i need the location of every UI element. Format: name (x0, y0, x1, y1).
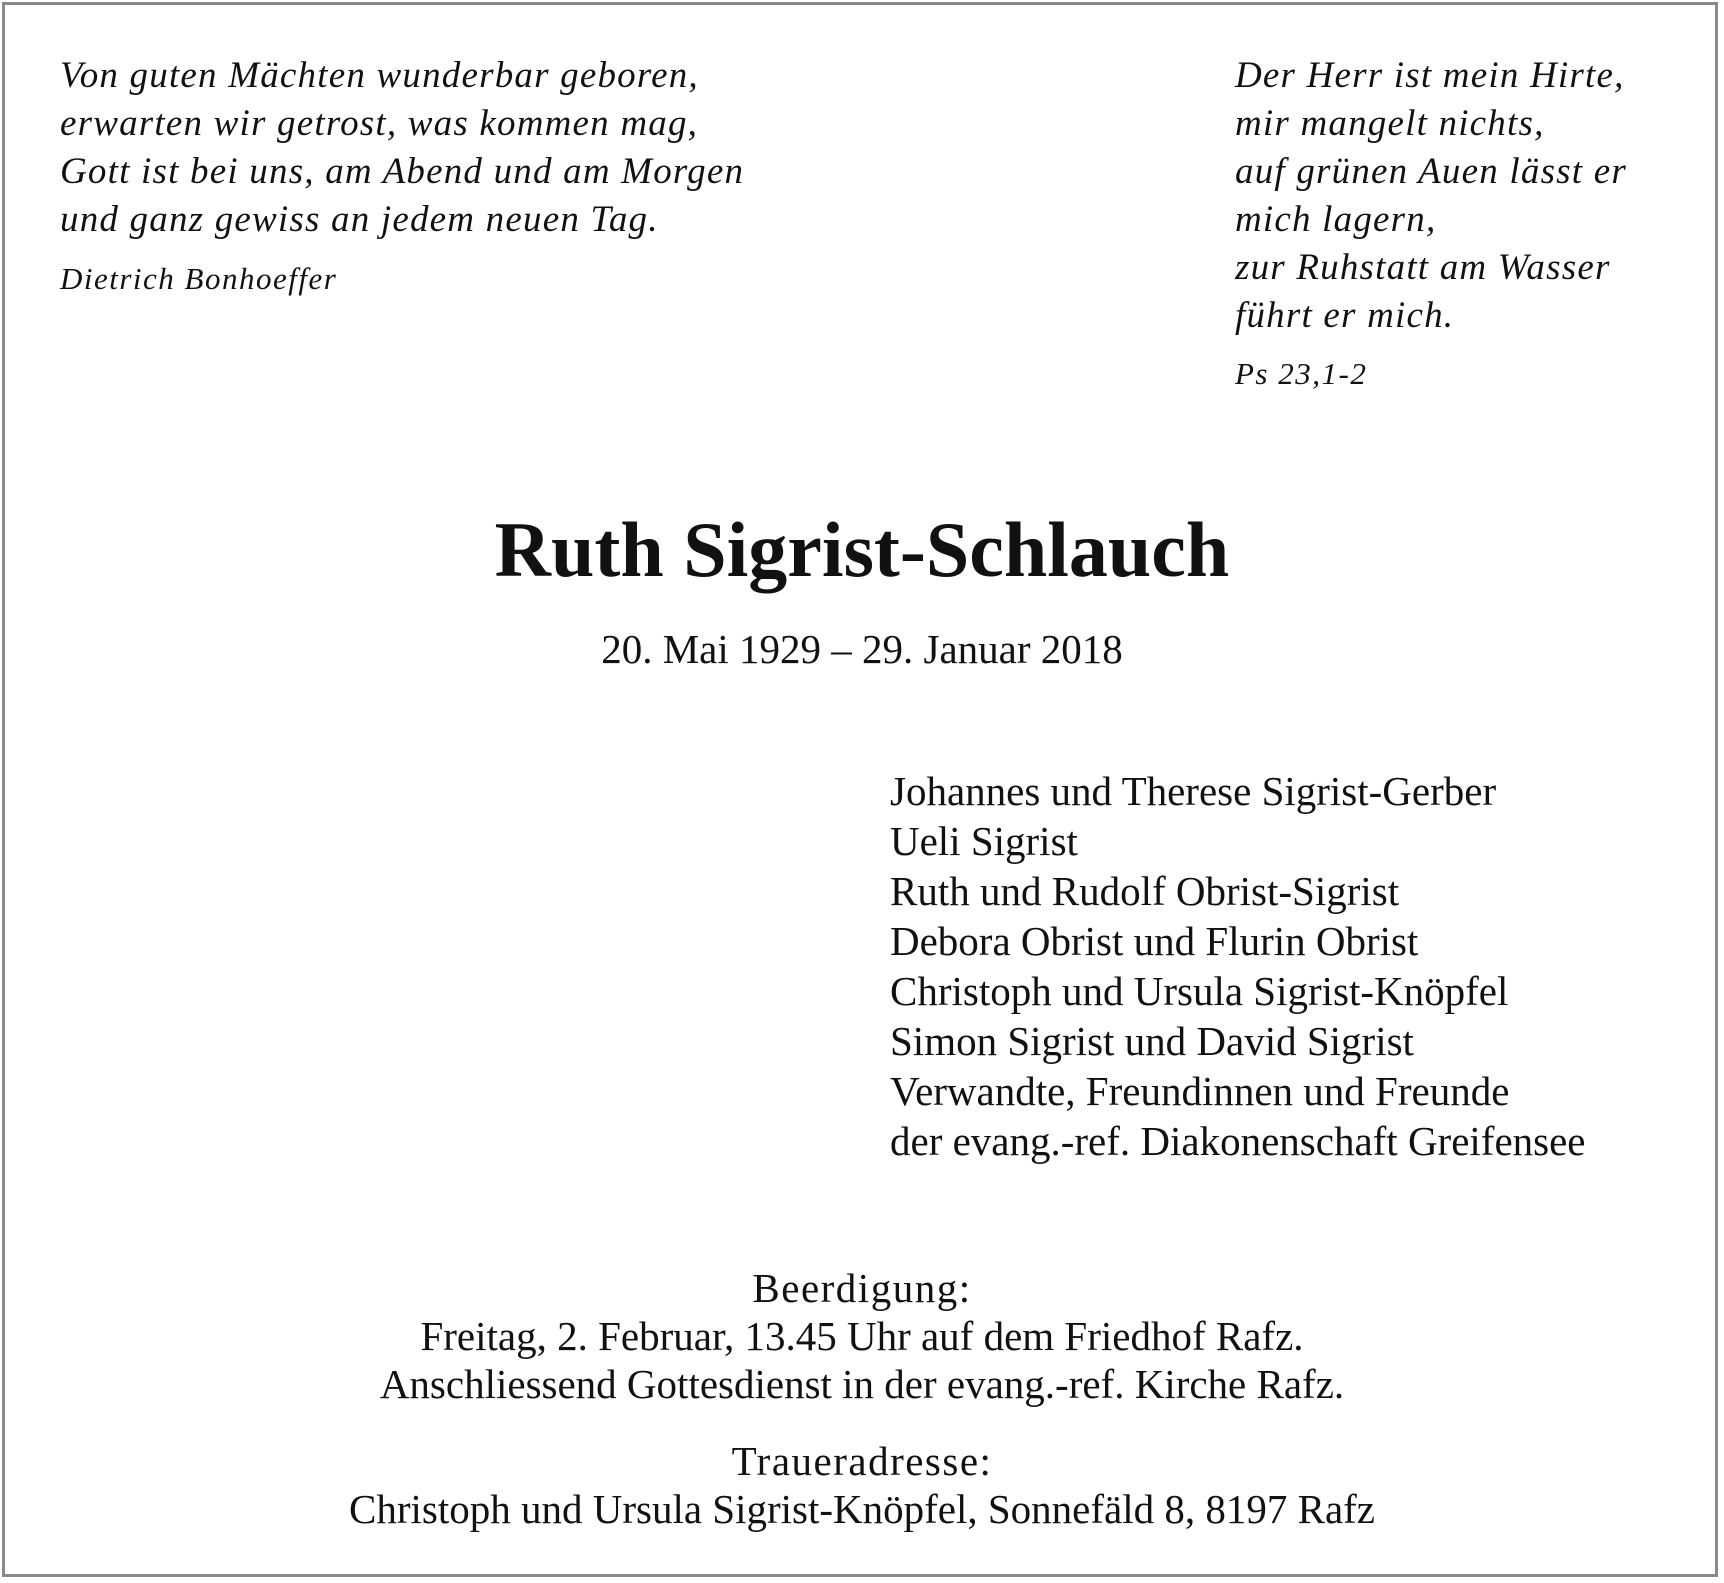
mourner-entry: der evang.-ref. Diakonenschaft Greifensee (890, 1118, 1586, 1164)
mourner-entry: Verwandte, Freundinnen und Freunde (890, 1068, 1510, 1114)
mourning-address (0, 1437, 1724, 1533)
deceased-name: Ruth Sigrist-Schlauch (494, 506, 1230, 593)
funeral-info (0, 1264, 1724, 1408)
mourner-entry: Ueli Sigrist (890, 818, 1078, 864)
life-dates: 20. Mai 1929 – 29. Januar 2018 (601, 626, 1123, 672)
mourner-entry: Johannes und Therese Sigrist-Gerber (890, 768, 1497, 814)
quote-line: Von guten Mächten wunderbar geboren, (60, 55, 699, 96)
quote-line: erwarten wir getrost, was kommen mag, (60, 103, 699, 144)
quote-line: führt er mich. (1235, 295, 1455, 336)
psalm-quote (1235, 52, 1627, 340)
mourner-entry: Christoph und Ursula Sigrist-Knöpfel (890, 968, 1509, 1014)
quote-line: mir mangelt nichts, (1235, 103, 1545, 144)
funeral-service-line: Anschliessend Gottesdienst in der evang.-ref. Kirche Rafz. (379, 1361, 1345, 1407)
mourners-list (890, 766, 1586, 1166)
quote-line: auf grünen Auen lässt er (1235, 151, 1627, 192)
bonhoeffer-quote (60, 52, 744, 244)
quote-line: und ganz gewiss an jedem neuen Tag. (60, 199, 659, 240)
quote-line: mich lagern, (1235, 199, 1437, 240)
quote-line: zur Ruhstatt am Wasser (1235, 247, 1611, 288)
funeral-date-line: Freitag, 2. Februar, 13.45 Uhr auf dem Friedhof Rafz. (420, 1313, 1304, 1359)
quote-source-psalm: Ps 23,1-2 (1235, 356, 1368, 391)
address-heading: Traueradresse: (731, 1438, 993, 1484)
quote-line: Gott ist bei uns, am Abend und am Morgen (60, 151, 745, 192)
funeral-heading: Beerdigung: (752, 1265, 972, 1311)
quote-line: Der Herr ist mein Hirte, (1235, 55, 1625, 96)
mourner-entry: Ruth und Rudolf Obrist-Sigrist (890, 868, 1400, 914)
mourner-entry: Debora Obrist und Flurin Obrist (890, 918, 1419, 964)
quote-source-bonhoeffer: Dietrich Bonhoeffer (60, 261, 338, 296)
address-line: Christoph und Ursula Sigrist-Knöpfel, Sonnefäld 8, 8197 Rafz (348, 1486, 1376, 1532)
mourner-entry: Simon Sigrist und David Sigrist (890, 1018, 1414, 1064)
